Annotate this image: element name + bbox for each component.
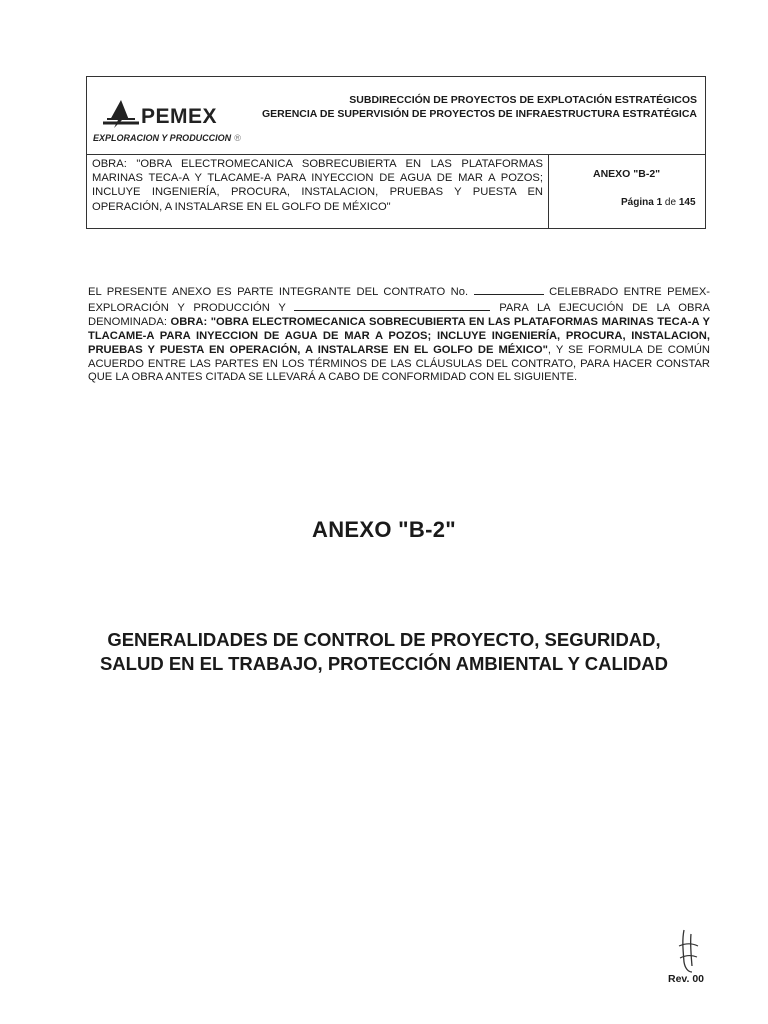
obra-description: OBRA: "OBRA ELECTROMECANICA SOBRECUBIERTA EN LAS PLATAFORMAS MARINAS TECA-A Y TLACAME-A PARA INYECCION DE AGUA DE MAR A POZOS; INCLUYE INGENIERÍA, PROCURA, INSTALACION, PRUEBAS Y PUESTA EN OPERACIÓN, A INSTALARSE EN EL GOLFO DE MÉXICO" — [87, 155, 549, 229]
page-current: 1 — [656, 197, 663, 208]
signature-icon — [676, 928, 700, 976]
page-number — [621, 197, 696, 208]
logo-subtitle — [93, 133, 241, 143]
document-header — [86, 76, 706, 229]
registered-mark: ® — [234, 133, 241, 143]
subtitle-line-2: SALUD EN EL TRABAJO, PROTECCIÓN AMBIENTAL Y CALIDAD — [99, 653, 669, 674]
intro-part3: PARA LA EJECUCIÓN DE LA OBRA DENOMINADA: — [88, 301, 711, 328]
intro-part4: , Y SE FORMULA DE COMÚN ACUERDO ENTRE LAS PARTES EN LOS TÉRMINOS DE LAS CLÁUSULAS DEL CONTRATO, PARA HACER CONSTAR QUE LA OBRA ANTES CITADA SE LLEVARÁ A CABO DE CONFORMIDAD CON EL SIGUIENTE. — [88, 343, 710, 384]
intro-part1: EL PRESENTE ANEXO ES PARTE INTEGRANTE DEL CONTRATO No. — [88, 286, 469, 298]
pemex-eagle-icon — [101, 99, 141, 129]
anexo-cell — [549, 155, 707, 229]
contractor-name-blank — [294, 300, 490, 311]
page-of: de — [664, 197, 677, 208]
annex-title: ANEXO "B-2" — [312, 517, 456, 542]
page-total: 145 — [678, 197, 696, 208]
rev-label: Rev. — [668, 973, 690, 985]
page-prefix: Página — [621, 197, 654, 208]
pemex-brand: PEMEX — [141, 105, 218, 128]
revision-label — [668, 973, 704, 985]
subtitle-line-1: GENERALIDADES DE CONTROL DE PROYECTO, SEGURIDAD, — [107, 629, 661, 650]
gerencia-title: GERENCIA DE SUPERVISIÓN DE PROYECTOS DE INFRAESTRUCTURA ESTRATÉGICA — [261, 108, 697, 120]
annex-subtitle — [60, 628, 708, 676]
subdireccion-title: SUBDIRECCIÓN DE PROYECTOS DE EXPLOTACIÓN ESTRATÉGICOS — [349, 94, 697, 106]
contract-number-blank — [474, 284, 544, 295]
rev-number: 00 — [692, 973, 705, 985]
header-top-row — [87, 77, 705, 155]
anexo-label: ANEXO "B-2" — [593, 168, 661, 180]
pemex-logo — [93, 99, 243, 151]
intro-obra-bold: OBRA: "OBRA ELECTROMECANICA SOBRECUBIERTA EN LAS PLATAFORMAS MARINAS TECA-A Y TLACAME-A PARA INYECCION DE AGUA DE MAR A POZOS; INCLUYE INGENIERÍA, PROCURA, INSTALACION, PRUEBAS Y PUESTA EN OPERACIÓN, A INSTALARSE EN EL GOLFO DE MÉXICO" — [88, 315, 710, 356]
logo-subtitle-text: EXPLORACION Y PRODUCCION — [93, 133, 232, 143]
intro-part2: CELEBRADO ENTRE PEMEX-EXPLORACIÓN Y PRODUCCIÓN Y — [88, 286, 711, 314]
intro-paragraph — [88, 284, 710, 385]
header-bottom-row — [87, 155, 705, 229]
